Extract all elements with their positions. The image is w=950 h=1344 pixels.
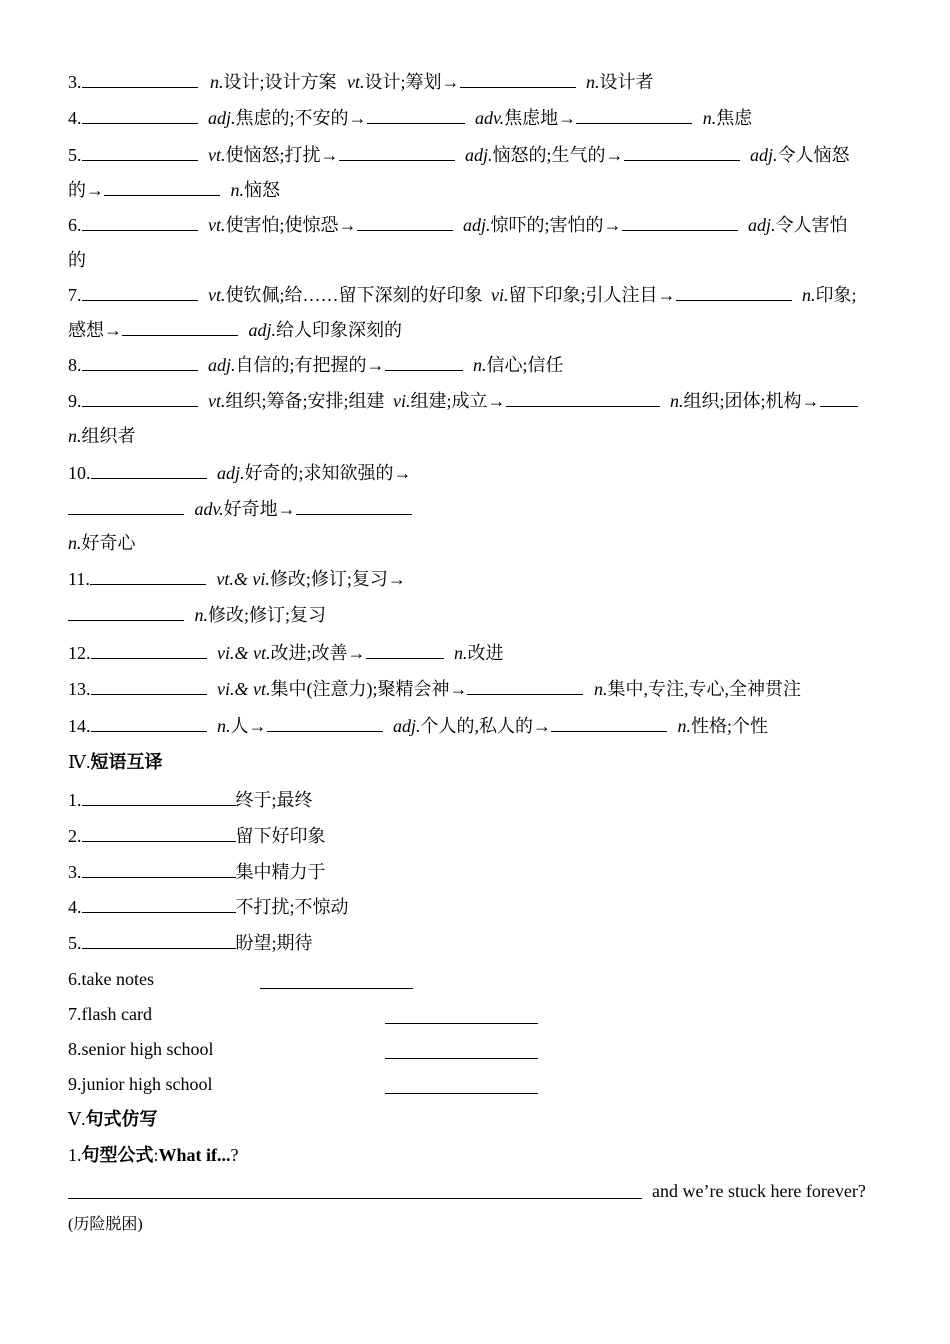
answer-blank[interactable] [385, 1075, 538, 1094]
answer-blank[interactable] [91, 640, 207, 659]
sentence-source: (历险脱困) [68, 1216, 143, 1233]
phrase-item: 6.take notes [68, 969, 154, 989]
answer-blank[interactable] [91, 460, 207, 479]
answer-blank[interactable] [467, 676, 583, 695]
vocab-item-7-cont: 感想→ adj.给人印象深刻的 [68, 317, 402, 342]
answer-blank[interactable] [267, 713, 383, 732]
answer-blank[interactable] [367, 105, 465, 124]
phrase-item: 5. 盼望;期待 [68, 930, 313, 955]
answer-blank[interactable] [90, 566, 206, 585]
answer-blank[interactable] [82, 142, 198, 161]
vocab-item-4: 4. adj.焦虑的;不安的→ adv.焦虑地→ n.焦虑 [68, 105, 752, 130]
answer-blank[interactable] [122, 317, 238, 336]
answer-blank[interactable] [68, 1180, 642, 1199]
vocab-item-3: 3. n.设计;设计方案 vt.设计;筹划→ n.设计者 [68, 69, 654, 94]
answer-blank[interactable] [676, 282, 792, 301]
answer-blank[interactable] [622, 212, 738, 231]
answer-blank[interactable] [820, 388, 858, 407]
answer-blank[interactable] [68, 496, 184, 515]
answer-blank[interactable] [82, 823, 236, 842]
vocab-item-5-cont: 的→ n.恼怒 [68, 177, 280, 202]
answer-blank[interactable] [296, 496, 412, 515]
answer-blank[interactable] [82, 105, 198, 124]
phrase-item: 1. 终于;最终 [68, 787, 313, 812]
answer-blank[interactable] [260, 970, 413, 989]
vocab-item-11: 11. vt.& vi.修改;修订;复习→ [68, 566, 406, 591]
answer-blank[interactable] [551, 713, 667, 732]
section-4-heading: Ⅳ.短语互译 [68, 752, 163, 772]
answer-blank[interactable] [82, 894, 236, 913]
answer-blank[interactable] [385, 1040, 538, 1059]
answer-blank[interactable] [82, 388, 198, 407]
answer-blank[interactable] [460, 69, 576, 88]
vocab-item-10-cont2: n.好奇心 [68, 533, 136, 553]
answer-blank[interactable] [82, 859, 236, 878]
phrase-item: 8.senior high school [68, 1039, 214, 1059]
sentence-end: and we’re stuck here forever? [652, 1181, 866, 1201]
vocab-item-5: 5. vt.使恼怒;打扰→ adj.恼怒的;生气的→ adj.令人恼怒 [68, 142, 850, 167]
vocab-item-6: 6. vt.使害怕;使惊恐→ adj.惊吓的;害怕的→ adj.令人害怕 [68, 212, 848, 237]
vocab-item-13: 13. vi.& vt.集中(注意力);聚精会神→ n.集中,专注,专心,全神贯注 [68, 676, 801, 701]
vocab-item-10: 10. adj.好奇的;求知欲强的→ [68, 460, 412, 485]
vocab-item-8: 8. adj.自信的;有把握的→ n.信心;信任 [68, 352, 564, 377]
phrase-item: 3. 集中精力于 [68, 859, 326, 884]
vocab-item-11-cont: n.修改;修订;复习 [68, 602, 326, 627]
section-5-heading: Ⅴ.句式仿写 [68, 1109, 158, 1129]
phrase-item: 9.junior high school [68, 1074, 213, 1094]
answer-blank[interactable] [104, 177, 220, 196]
answer-blank[interactable] [82, 282, 198, 301]
answer-blank[interactable] [91, 713, 207, 732]
answer-blank[interactable] [82, 352, 198, 371]
answer-blank[interactable] [385, 352, 463, 371]
answer-blank[interactable] [506, 388, 660, 407]
vocab-item-14: 14. n.人→ adj.个人的,私人的→ n.性格;个性 [68, 713, 768, 738]
answer-blank[interactable] [385, 1005, 538, 1024]
answer-blank[interactable] [82, 212, 198, 231]
vocab-item-6-cont: 的 [68, 250, 86, 270]
answer-blank[interactable] [339, 142, 455, 161]
answer-blank[interactable] [82, 787, 236, 806]
answer-blank[interactable] [624, 142, 740, 161]
vocab-item-9: 9. vt.组织;筹备;安排;组建 vi.组建;成立→ n.组织;团体;机构→ [68, 388, 858, 413]
answer-blank[interactable] [366, 640, 444, 659]
vocab-item-10-cont: adv.好奇地→ [68, 496, 412, 521]
phrase-item: 4. 不打扰;不惊动 [68, 894, 349, 919]
vocab-item-7: 7. vt.使钦佩;给……留下深刻的好印象 vi.留下印象;引人注目→ n.印象; [68, 282, 857, 307]
vocab-item-12: 12. vi.& vt.改进;改善→ n.改进 [68, 640, 504, 665]
sentence-item-1: 1.句型公式:What if...? [68, 1145, 239, 1165]
answer-blank[interactable] [68, 602, 184, 621]
answer-blank[interactable] [91, 676, 207, 695]
answer-blank[interactable] [82, 69, 198, 88]
phrase-item: 2. 留下好印象 [68, 823, 326, 848]
phrase-item: 7.flash card [68, 1004, 152, 1024]
answer-blank[interactable] [82, 930, 236, 949]
answer-blank[interactable] [576, 105, 692, 124]
answer-blank[interactable] [357, 212, 453, 231]
vocab-item-9-cont: n.组织者 [68, 426, 136, 446]
